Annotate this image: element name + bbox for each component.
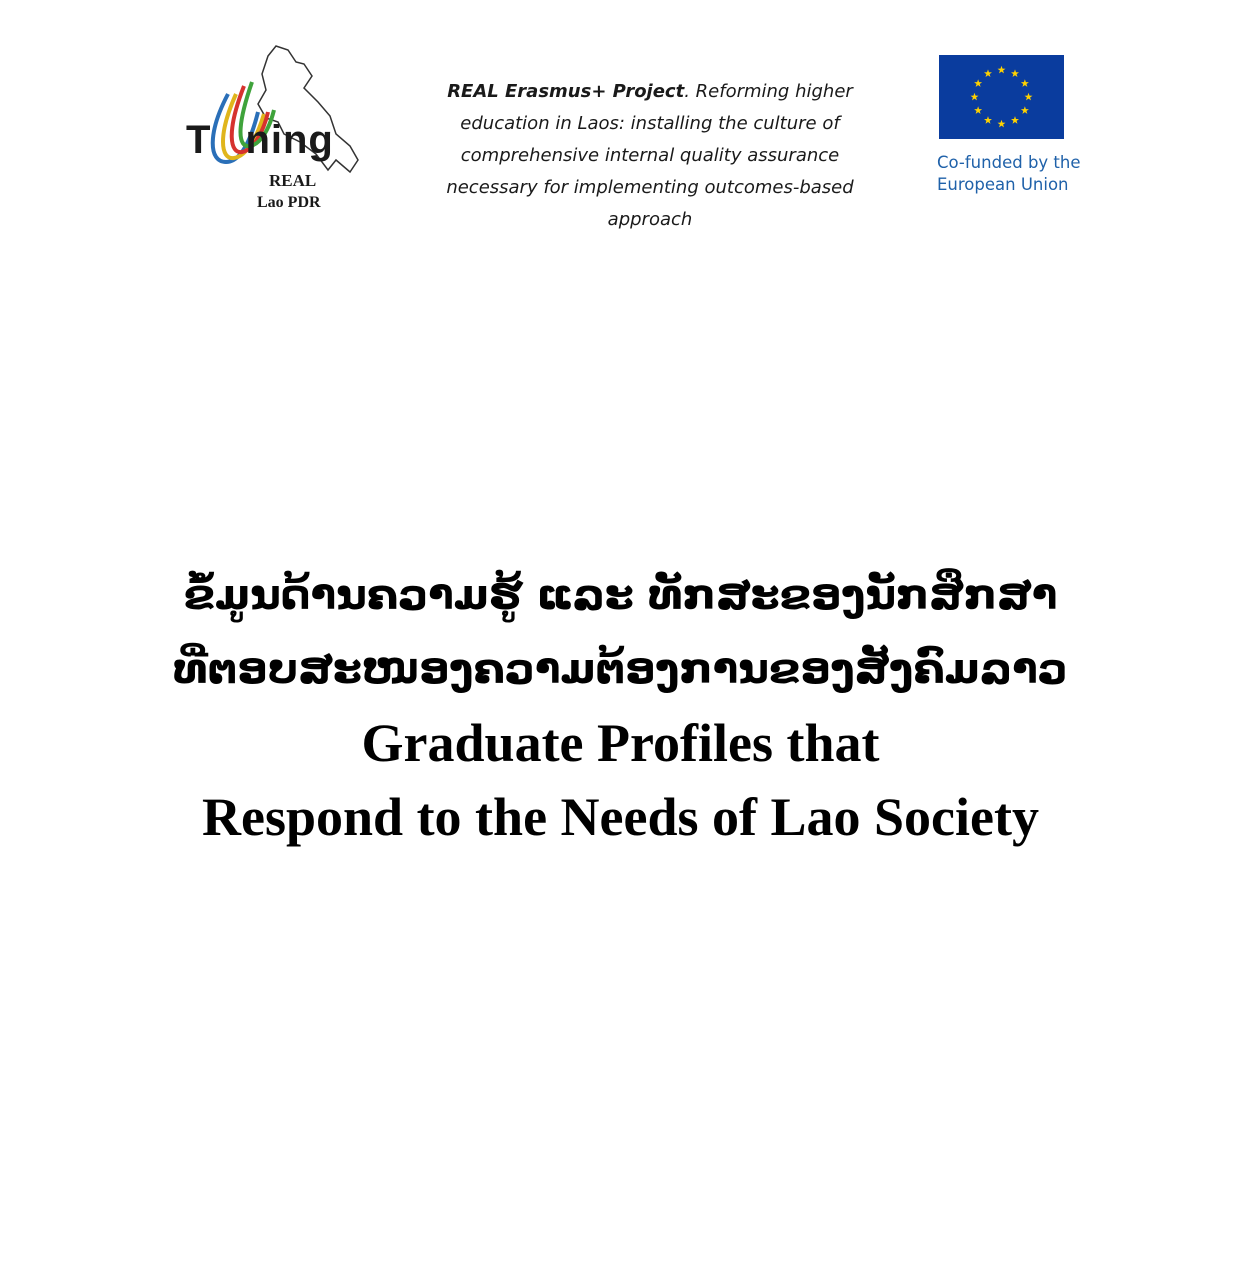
eu-star-icon: [1011, 69, 1019, 77]
eu-star-icon: [974, 106, 982, 114]
lao-title-line-1: ຂໍ້ມູນດ້ານຄວາມຮູ້ ແລະ ທັກສະຂອງນັກສຶກສາ: [183, 570, 1058, 619]
eu-star-icon: [998, 66, 1006, 74]
tuning-wordmark: T ning: [186, 118, 334, 162]
eu-star-icon: [1021, 79, 1029, 87]
eu-cofunded-logo: [936, 54, 1116, 204]
eu-star-icon: [974, 79, 982, 87]
eu-star-icon: [1021, 106, 1029, 114]
eu-star-icon: [971, 93, 979, 101]
english-title-line-1: Graduate Profiles that: [361, 713, 880, 773]
lao-title-line-2: ທີ່ຕອບສະໜອງຄວາມຕ້ອງການຂອງສັງຄົມລາວ: [173, 644, 1068, 693]
tuning-real-logo: [180, 42, 380, 211]
english-title-line-2: Respond to the Needs of Lao Society: [202, 787, 1039, 847]
page-header: [0, 0, 1241, 260]
eu-star-icon: [1025, 93, 1033, 101]
eu-star-icon: [1011, 116, 1019, 124]
eu-flag-icon: [939, 55, 1064, 139]
project-description: REAL Erasmus+ Project. Reforming higher education in Laos: installing the culture of comprehensive internal quality assurance necessary for implementing outcomes-based approach: [446, 81, 854, 230]
eu-star-icon: [998, 120, 1006, 128]
document-title: [0, 558, 1241, 854]
eu-caption: Co-funded by the European Union: [937, 153, 1081, 194]
tuning-real-label: REAL: [269, 171, 317, 190]
tuning-country-label: Lao PDR: [257, 194, 321, 211]
eu-star-icon: [984, 116, 992, 124]
eu-star-icon: [984, 69, 992, 77]
project-name: REAL Erasmus+ Project: [447, 81, 685, 102]
